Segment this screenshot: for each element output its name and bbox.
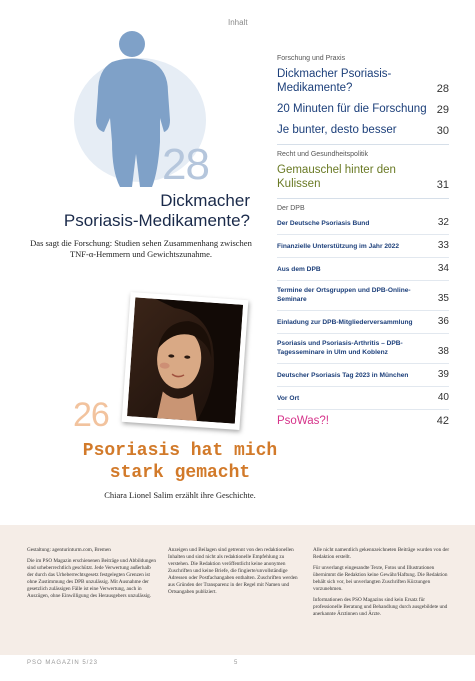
feature-page-number: 28 xyxy=(162,140,209,189)
imprint-text: Informationen des PSO Magazins sind kein Ersatz für professionelle Beratung und Behandlung durch ausgebildete und anerkannte Ärztinnen und Ärzte. xyxy=(313,597,448,617)
item-divider xyxy=(277,363,449,364)
imprint-column xyxy=(168,547,298,600)
toc-item[interactable] xyxy=(277,240,449,251)
toc-item[interactable] xyxy=(277,369,449,380)
feature-title-line: stark gemacht xyxy=(109,463,251,483)
toc-item-title: Gemauschel hinter den Kulissen xyxy=(277,164,396,190)
section-divider xyxy=(277,144,449,145)
toc-item[interactable] xyxy=(277,415,449,427)
toc-item-title: Dickmacher Psoriasis-Medikamente? xyxy=(277,68,392,94)
imprint-text: Die im PSO Magazin erschienenen Beiträge und Abbildungen sind urheberrechtlich geschützt. Jede Verwertung außerhalb der durch das Urheberrechtsgesetz festgelegten Grenzen ist ohne Zustimmung des DPB unzulässig. Mit Ausnahme der gesetzlich zulässigen Fälle ist eine Verwertung, auch in Auszügen, ohne Einwilligung des Herausgebers unzulässig. xyxy=(27,558,156,599)
portrait-photo xyxy=(122,292,249,430)
feature-title-line: Psoriasis-Medikamente? xyxy=(63,211,250,230)
toc-item-page: 34 xyxy=(437,263,449,274)
toc-item-page: 29 xyxy=(436,104,449,116)
toc-section-heading: Der DPB xyxy=(277,205,305,212)
toc-item-page: 40 xyxy=(437,392,449,403)
toc-item-title: Vor Ort xyxy=(277,395,300,402)
toc-item-title: Aus dem DPB xyxy=(277,266,321,273)
toc-item[interactable] xyxy=(277,392,449,403)
page-section-label: Inhalt xyxy=(228,18,248,27)
toc-item-page: 31 xyxy=(436,179,449,191)
toc-section-heading: Recht und Gesundheitspolitik xyxy=(277,151,369,158)
toc-item[interactable] xyxy=(277,67,449,95)
toc-section-heading: Forschung und Praxis xyxy=(277,55,346,62)
toc-item-page: 35 xyxy=(437,293,449,304)
feature-title[interactable] xyxy=(40,191,250,231)
feature-page-number: 26 xyxy=(73,396,109,434)
item-divider xyxy=(277,257,449,258)
toc-item-page: 39 xyxy=(437,369,449,380)
toc-item-title: Termine der Ortsgruppen und DPB-Online-Seminare xyxy=(277,287,411,303)
toc-item-page: 28 xyxy=(436,83,449,95)
toc-item[interactable] xyxy=(277,339,449,357)
item-divider xyxy=(277,409,449,410)
item-divider xyxy=(277,386,449,387)
section-divider xyxy=(277,198,449,199)
toc-item-title: Der Deutsche Psoriasis Bund xyxy=(277,220,370,227)
toc-item-title: Finanzielle Unterstützung im Jahr 2022 xyxy=(277,243,400,250)
item-divider xyxy=(277,234,449,235)
toc-item-title: Psoriasis und Psoriasis-Arthritis – DPB-Tagesseminare in Ulm und Koblenz xyxy=(277,340,403,356)
feature-title-line: Psoriasis hat mich xyxy=(82,441,278,461)
table-of-contents xyxy=(277,55,449,427)
feature-title-line: Dickmacher xyxy=(160,191,250,210)
imprint-text: Alle nicht namentlich gekennzeichneten Beiträge wurden von der Redaktion erstellt. xyxy=(313,547,450,560)
toc-item[interactable] xyxy=(277,102,449,116)
page-number: 5 xyxy=(234,660,238,666)
toc-item-title: Je bunter, desto besser xyxy=(277,124,397,136)
toc-item-title: Deutscher Psoriasis Tag 2023 in München xyxy=(277,372,409,379)
feature-subtitle: Chiara Lionel Salim erzählt ihre Geschichte. xyxy=(104,490,256,500)
toc-item-page: 30 xyxy=(436,125,449,137)
toc-item-page: 42 xyxy=(436,415,449,427)
toc-item-page: 38 xyxy=(437,346,449,357)
toc-item[interactable] xyxy=(277,163,449,191)
imprint-text: Für unverlangt eingesandte Texte, Fotos und Illustrationen übernimmt die Redaktion keine Gewähr/Haftung. Die Redaktion behält sich vor, bei unverlangten Zuschriften Kürzungen vorzunehmen. xyxy=(313,565,448,592)
toc-item-title: 20 Minuten für die Forschung xyxy=(277,103,427,115)
imprint-info-box xyxy=(0,525,475,655)
toc-item[interactable] xyxy=(277,286,449,304)
imprint-column xyxy=(313,547,451,622)
toc-item[interactable] xyxy=(277,263,449,274)
toc-item-title: Einladung zur DPB-Mitgliederversammlung xyxy=(277,319,413,326)
toc-item[interactable] xyxy=(277,316,449,327)
toc-item-page: 33 xyxy=(437,240,449,251)
toc-item-page: 32 xyxy=(437,217,449,228)
imprint-text: Anzeigen und Beilagen sind getrennt von den redaktionellen Inhalten und sind nicht als redaktionelle Empfehlung zu verstehen. Die Redaktion veröffentlicht keine anonymen Zuschriften und keine Briefe, die fingierte/unvollständige Adressen oder Postfachangaben enthalten. Zuschriften werden aus Gründen der Transparenz in der Regel mit Namen und Ortsangaben publiziert. xyxy=(168,547,298,595)
item-divider xyxy=(277,333,449,334)
imprint-text: Gestaltung: agenturinturm.com, Bremen xyxy=(27,547,111,553)
toc-item[interactable] xyxy=(277,123,449,137)
imprint-column xyxy=(27,547,157,604)
toc-item-title: PsoWas?! xyxy=(277,415,329,427)
feature-subtitle: Das sagt die Forschung: Studien sehen Zusammenhang zwischen TNF-α-Hemmern und Gewichtszunahme. xyxy=(30,238,252,259)
toc-item-page: 36 xyxy=(437,316,449,327)
item-divider xyxy=(277,310,449,311)
toc-item[interactable] xyxy=(277,217,449,228)
item-divider xyxy=(277,280,449,281)
feature-title[interactable] xyxy=(30,440,330,484)
magazine-issue-label: PSO MAGAZIN 5/23 xyxy=(27,660,99,666)
